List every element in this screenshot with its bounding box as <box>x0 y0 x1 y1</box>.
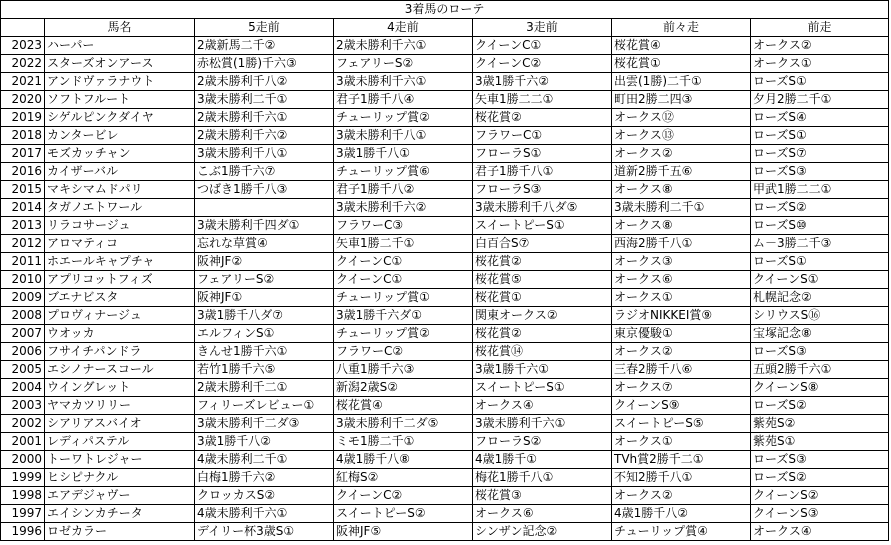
race-3-ago-cell: フローラS③ <box>473 181 612 199</box>
year-cell: 2009 <box>1 289 45 307</box>
race-last-cell: オークス④ <box>751 523 889 541</box>
race-4-ago-cell: 3歳1勝千六ダ① <box>334 307 473 325</box>
race-5-ago-cell: デイリー杯3歳S① <box>195 523 334 541</box>
horse-name-cell: エアデジャヴー <box>45 487 195 505</box>
race-3-ago-cell: フローラS① <box>473 145 612 163</box>
race-4-ago-cell: クイーンC① <box>334 271 473 289</box>
race-4-ago-cell: 阪神JF⑤ <box>334 523 473 541</box>
race-2-ago-cell: TVh賞2勝千二① <box>612 451 751 469</box>
race-3-ago-cell: オークス⑥ <box>473 505 612 523</box>
header-5-races-ago: 5走前 <box>195 19 334 37</box>
race-2-ago-cell: 不知2勝千八① <box>612 469 751 487</box>
year-cell: 2005 <box>1 361 45 379</box>
race-5-ago-cell: こぶ1勝千六⑦ <box>195 163 334 181</box>
race-2-ago-cell: 出雲(1勝)二千① <box>612 73 751 91</box>
race-last-cell: クイーンS② <box>751 487 889 505</box>
year-cell: 2006 <box>1 343 45 361</box>
race-last-cell: ローズS③ <box>751 451 889 469</box>
race-3-ago-cell: 3歳未勝利千六① <box>473 415 612 433</box>
horse-name-cell: ホエールキャプチャ <box>45 253 195 271</box>
race-5-ago-cell: 3歳未勝利千二ダ③ <box>195 415 334 433</box>
race-last-cell: ローズS① <box>751 253 889 271</box>
race-2-ago-cell: 4歳1勝千八② <box>612 505 751 523</box>
race-4-ago-cell: 3歳未勝利千八① <box>334 127 473 145</box>
header-3-races-ago: 3走前 <box>473 19 612 37</box>
race-4-ago-cell: 君子1勝千八④ <box>334 91 473 109</box>
horse-name-cell: プロヴィナージュ <box>45 307 195 325</box>
title-row <box>1 1 889 19</box>
race-3-ago-cell: シンザン記念② <box>473 523 612 541</box>
header-year <box>1 19 45 37</box>
race-2-ago-cell: 西海2勝千八① <box>612 235 751 253</box>
race-last-cell: 宝塚記念⑧ <box>751 325 889 343</box>
race-2-ago-cell: オークス⑬ <box>612 127 751 145</box>
horse-name-cell: スターズオンアース <box>45 55 195 73</box>
race-last-cell: ローズS② <box>751 469 889 487</box>
race-2-ago-cell: 桜花賞① <box>612 55 751 73</box>
horse-name-cell: エシノナースコール <box>45 361 195 379</box>
race-4-ago-cell: 3歳未勝利千二ダ⑤ <box>334 415 473 433</box>
year-cell: 2011 <box>1 253 45 271</box>
header-4-races-ago: 4走前 <box>334 19 473 37</box>
table-row <box>1 469 889 487</box>
race-3-ago-cell: スイートピーS① <box>473 217 612 235</box>
table-row <box>1 343 889 361</box>
year-cell: 2016 <box>1 163 45 181</box>
table-row <box>1 55 889 73</box>
race-5-ago-cell: 3歳未勝利千四ダ① <box>195 217 334 235</box>
year-cell: 2014 <box>1 199 45 217</box>
header-last-race: 前走 <box>751 19 889 37</box>
horse-name-cell: シゲルピンクダイヤ <box>45 109 195 127</box>
table-row <box>1 523 889 541</box>
race-last-cell: オークス① <box>751 55 889 73</box>
race-5-ago-cell: クロッカスS② <box>195 487 334 505</box>
table-title: 3着馬のローテ <box>1 1 889 19</box>
race-3-ago-cell: 3歳1勝千六② <box>473 73 612 91</box>
year-cell: 2019 <box>1 109 45 127</box>
table-row <box>1 91 889 109</box>
horse-name-cell: モズカッチャン <box>45 145 195 163</box>
year-cell: 2004 <box>1 379 45 397</box>
race-3-ago-cell: 桜花賞⑭ <box>473 343 612 361</box>
race-3-ago-cell: フラワーC① <box>473 127 612 145</box>
race-last-cell: 紫苑S② <box>751 415 889 433</box>
horse-name-cell: リラコサージュ <box>45 217 195 235</box>
race-last-cell: オークス② <box>751 37 889 55</box>
table-row <box>1 199 889 217</box>
year-cell: 2018 <box>1 127 45 145</box>
race-5-ago-cell: エルフィンS① <box>195 325 334 343</box>
horse-name-cell: ヒシピナクル <box>45 469 195 487</box>
year-cell: 2001 <box>1 433 45 451</box>
race-3-ago-cell: スイートピーS① <box>473 379 612 397</box>
race-last-cell: クイーンS⑧ <box>751 379 889 397</box>
race-4-ago-cell: ミモ1勝二千① <box>334 433 473 451</box>
race-last-cell: ローズS① <box>751 73 889 91</box>
race-5-ago-cell: 2歳未勝利千六① <box>195 109 334 127</box>
table-row <box>1 397 889 415</box>
table-row <box>1 361 889 379</box>
race-5-ago-cell: 阪神JF① <box>195 289 334 307</box>
table-row <box>1 289 889 307</box>
table-row <box>1 145 889 163</box>
race-5-ago-cell: 2歳新馬二千② <box>195 37 334 55</box>
race-4-ago-cell: チューリップ賞① <box>334 289 473 307</box>
race-3-ago-cell: 3歳1勝千六① <box>473 361 612 379</box>
race-2-ago-cell: オークス② <box>612 343 751 361</box>
race-2-ago-cell: 3歳未勝利二千① <box>612 199 751 217</box>
race-5-ago-cell: 3歳1勝千八② <box>195 433 334 451</box>
race-4-ago-cell: 君子1勝千八② <box>334 181 473 199</box>
race-3-ago-cell: 4歳1勝千① <box>473 451 612 469</box>
race-last-cell: ローズS④ <box>751 109 889 127</box>
race-2-ago-cell: オークス③ <box>612 253 751 271</box>
year-cell: 2010 <box>1 271 45 289</box>
horse-name-cell: フサイチパンドラ <box>45 343 195 361</box>
horse-name-cell: ウイングレット <box>45 379 195 397</box>
race-4-ago-cell: チューリップ賞⑥ <box>334 163 473 181</box>
horse-name-cell: カンタービレ <box>45 127 195 145</box>
race-3-ago-cell: 桜花賞③ <box>473 487 612 505</box>
race-5-ago-cell: フェアリーS② <box>195 271 334 289</box>
horse-name-cell: シアリアスバイオ <box>45 415 195 433</box>
race-3-ago-cell: オークス④ <box>473 397 612 415</box>
race-5-ago-cell: 若竹1勝千六⑤ <box>195 361 334 379</box>
table-row <box>1 379 889 397</box>
year-cell: 2022 <box>1 55 45 73</box>
race-2-ago-cell: オークス⑦ <box>612 379 751 397</box>
race-4-ago-cell: フェアリーS② <box>334 55 473 73</box>
race-4-ago-cell: チューリップ賞② <box>334 325 473 343</box>
race-5-ago-cell: 4歳未勝利二千① <box>195 451 334 469</box>
race-4-ago-cell: 4歳1勝千八⑧ <box>334 451 473 469</box>
table-row <box>1 235 889 253</box>
race-5-ago-cell: 忘れな草賞④ <box>195 235 334 253</box>
table-row <box>1 127 889 145</box>
table-row <box>1 181 889 199</box>
year-cell: 2023 <box>1 37 45 55</box>
race-last-cell: 夕月2勝二千① <box>751 91 889 109</box>
race-last-cell: ローズS① <box>751 127 889 145</box>
race-5-ago-cell: 2歳未勝利千八② <box>195 73 334 91</box>
table-row <box>1 37 889 55</box>
table-row <box>1 505 889 523</box>
table-row <box>1 109 889 127</box>
year-cell: 2000 <box>1 451 45 469</box>
header-row <box>1 19 889 37</box>
race-3-ago-cell: 君子1勝千八① <box>473 163 612 181</box>
race-4-ago-cell: フラワーC② <box>334 343 473 361</box>
year-cell: 2003 <box>1 397 45 415</box>
race-last-cell: ローズS③ <box>751 343 889 361</box>
year-cell: 2021 <box>1 73 45 91</box>
year-cell: 2002 <box>1 415 45 433</box>
horse-name-cell: カイザーバル <box>45 163 195 181</box>
race-3-ago-cell: クイーンC② <box>473 55 612 73</box>
race-4-ago-cell: 3歳未勝利千六② <box>334 199 473 217</box>
race-2-ago-cell: 桜花賞④ <box>612 37 751 55</box>
race-5-ago-cell: フィリーズレビュー① <box>195 397 334 415</box>
horse-name-cell: アプリコットフィズ <box>45 271 195 289</box>
race-2-ago-cell: 道新2勝千五⑥ <box>612 163 751 181</box>
race-2-ago-cell: ラジオNIKKEI賞⑨ <box>612 307 751 325</box>
race-4-ago-cell: スイートピーS② <box>334 505 473 523</box>
table-row <box>1 433 889 451</box>
horse-name-cell: トーワトレジャー <box>45 451 195 469</box>
race-3-ago-cell: 桜花賞② <box>473 253 612 271</box>
race-4-ago-cell: 3歳未勝利千六① <box>334 73 473 91</box>
race-4-ago-cell: フラワーC③ <box>334 217 473 235</box>
year-cell: 2008 <box>1 307 45 325</box>
year-cell: 1998 <box>1 487 45 505</box>
horse-name-cell: ウオッカ <box>45 325 195 343</box>
race-5-ago-cell: 白梅1勝千六② <box>195 469 334 487</box>
race-2-ago-cell: オークス① <box>612 289 751 307</box>
year-cell: 2013 <box>1 217 45 235</box>
race-5-ago-cell: 3歳1勝千八ダ⑦ <box>195 307 334 325</box>
horse-name-cell: ソフトフルート <box>45 91 195 109</box>
race-last-cell: 紫苑S① <box>751 433 889 451</box>
horse-name-cell: ハーパー <box>45 37 195 55</box>
horse-name-cell: アロマティコ <box>45 235 195 253</box>
race-4-ago-cell: 新潟2歳S② <box>334 379 473 397</box>
race-2-ago-cell: オークス② <box>612 145 751 163</box>
race-2-ago-cell: 町田2勝二四③ <box>612 91 751 109</box>
year-cell: 2007 <box>1 325 45 343</box>
header-2-races-ago: 前々走 <box>612 19 751 37</box>
race-last-cell: クイーンS① <box>751 271 889 289</box>
race-5-ago-cell: きんせ1勝千六① <box>195 343 334 361</box>
race-4-ago-cell: チューリップ賞② <box>334 109 473 127</box>
table-row <box>1 487 889 505</box>
table-row <box>1 307 889 325</box>
race-last-cell: クイーンS③ <box>751 505 889 523</box>
race-2-ago-cell: オークス⑧ <box>612 217 751 235</box>
race-5-ago-cell: つばき1勝千八③ <box>195 181 334 199</box>
table-row <box>1 451 889 469</box>
race-last-cell: ローズS⑩ <box>751 217 889 235</box>
race-5-ago-cell: 2歳未勝利千六② <box>195 127 334 145</box>
year-cell: 1999 <box>1 469 45 487</box>
horse-name-cell: エイシンカチータ <box>45 505 195 523</box>
race-2-ago-cell: 三春2勝千八⑥ <box>612 361 751 379</box>
table-row <box>1 271 889 289</box>
table-row <box>1 415 889 433</box>
race-3-ago-cell: 桜花賞⑤ <box>473 271 612 289</box>
race-last-cell: 札幌記念② <box>751 289 889 307</box>
race-5-ago-cell: 2歳未勝利千二① <box>195 379 334 397</box>
race-4-ago-cell: 2歳未勝利千六① <box>334 37 473 55</box>
horse-name-cell: アンドヴァラナウト <box>45 73 195 91</box>
year-cell: 1997 <box>1 505 45 523</box>
race-5-ago-cell: 赤松賞(1勝)千六③ <box>195 55 334 73</box>
race-5-ago-cell: 3歳未勝利千八① <box>195 145 334 163</box>
race-5-ago-cell: 阪神JF② <box>195 253 334 271</box>
race-last-cell: ム－3勝二千③ <box>751 235 889 253</box>
race-2-ago-cell: オークス⑥ <box>612 271 751 289</box>
year-cell: 2017 <box>1 145 45 163</box>
horse-name-cell: タガノエトワール <box>45 199 195 217</box>
race-4-ago-cell: 矢車1勝二千① <box>334 235 473 253</box>
race-last-cell: ローズS⑦ <box>751 145 889 163</box>
race-last-cell: ローズS② <box>751 397 889 415</box>
table-row <box>1 163 889 181</box>
race-3-ago-cell: 関東オークス② <box>473 307 612 325</box>
race-last-cell: 甲武1勝二二① <box>751 181 889 199</box>
header-horse-name: 馬名 <box>45 19 195 37</box>
race-4-ago-cell: 3歳1勝千八① <box>334 145 473 163</box>
table-row <box>1 73 889 91</box>
race-4-ago-cell: クイーンC① <box>334 253 473 271</box>
race-last-cell: ローズS③ <box>751 163 889 181</box>
race-3-ago-cell: フローラS② <box>473 433 612 451</box>
race-3-ago-cell: クイーンC① <box>473 37 612 55</box>
race-3-ago-cell: 白百合S⑦ <box>473 235 612 253</box>
race-2-ago-cell: 東京優駿① <box>612 325 751 343</box>
horse-name-cell: ブエナビスタ <box>45 289 195 307</box>
race-3-ago-cell: 3歳未勝利千八ダ⑤ <box>473 199 612 217</box>
race-4-ago-cell: クイーンC② <box>334 487 473 505</box>
year-cell: 1996 <box>1 523 45 541</box>
race-last-cell: 五頭2勝千六① <box>751 361 889 379</box>
race-2-ago-cell: オークス⑫ <box>612 109 751 127</box>
horse-name-cell: レディパステル <box>45 433 195 451</box>
year-cell: 2012 <box>1 235 45 253</box>
race-3-ago-cell: 矢車1勝二二① <box>473 91 612 109</box>
race-2-ago-cell: オークス② <box>612 487 751 505</box>
horse-name-cell: ヤマカツリリー <box>45 397 195 415</box>
race-4-ago-cell: 八重1勝千六③ <box>334 361 473 379</box>
race-5-ago-cell: 4歳未勝利千六① <box>195 505 334 523</box>
year-cell: 2015 <box>1 181 45 199</box>
horse-name-cell: マキシマムドパリ <box>45 181 195 199</box>
horse-name-cell: ロゼカラー <box>45 523 195 541</box>
race-3-ago-cell: 梅花1勝千八① <box>473 469 612 487</box>
table-row <box>1 325 889 343</box>
race-2-ago-cell: オークス⑧ <box>612 181 751 199</box>
race-4-ago-cell: 紅梅S② <box>334 469 473 487</box>
race-last-cell: ローズS② <box>751 199 889 217</box>
race-last-cell: シリウスS⑯ <box>751 307 889 325</box>
race-2-ago-cell: スイートピーS⑤ <box>612 415 751 433</box>
race-3-ago-cell: 桜花賞① <box>473 289 612 307</box>
table-row <box>1 217 889 235</box>
race-2-ago-cell: オークス① <box>612 433 751 451</box>
table-row <box>1 253 889 271</box>
race-5-ago-cell: 3歳未勝利二千① <box>195 91 334 109</box>
race-3-ago-cell: 桜花賞② <box>473 109 612 127</box>
race-3-ago-cell: 桜花賞② <box>473 325 612 343</box>
race-5-ago-cell <box>195 199 334 217</box>
race-2-ago-cell: チューリップ賞④ <box>612 523 751 541</box>
race-2-ago-cell: クイーンS⑨ <box>612 397 751 415</box>
race-4-ago-cell: 桜花賞④ <box>334 397 473 415</box>
year-cell: 2020 <box>1 91 45 109</box>
